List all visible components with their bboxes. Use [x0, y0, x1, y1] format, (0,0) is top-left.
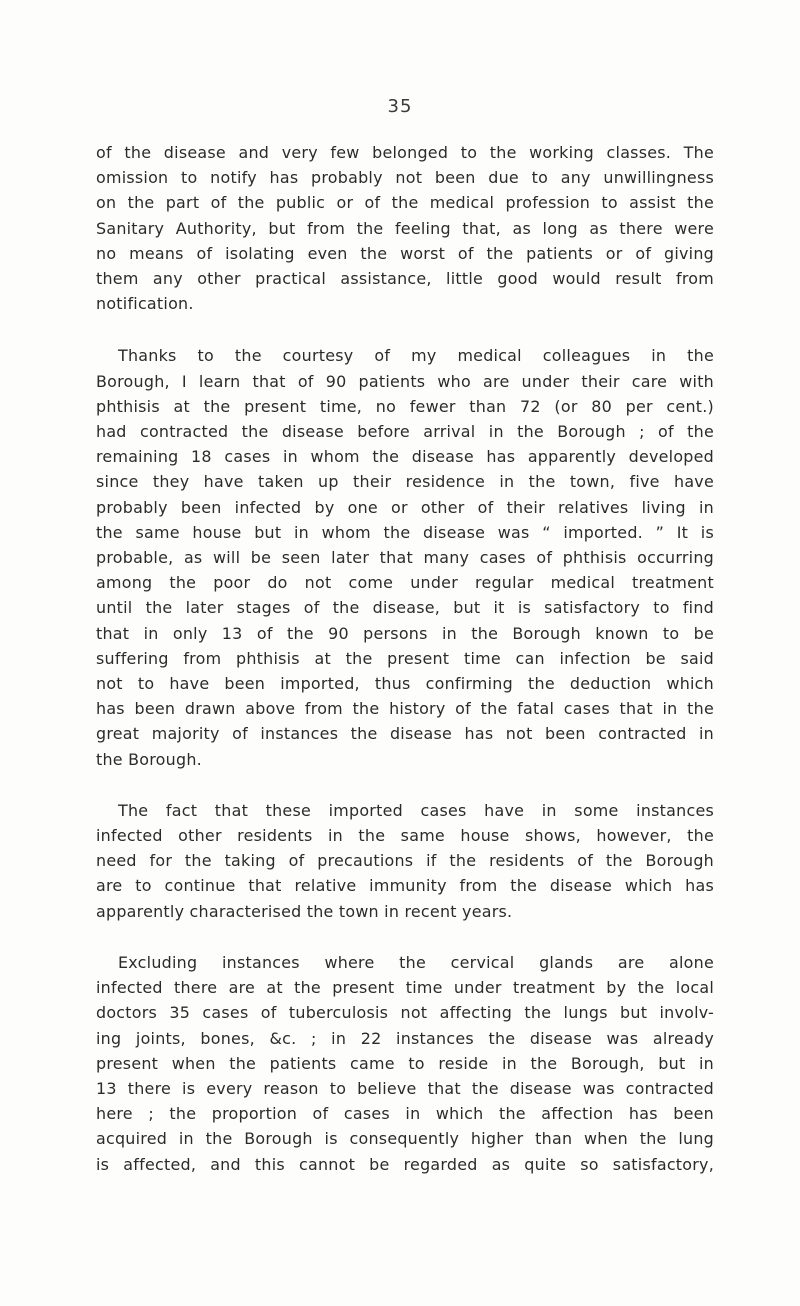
text-line: remaining 18 cases in whom the disease has apparently developed	[96, 447, 714, 467]
text-line: the Borough.	[96, 749, 202, 769]
paragraph-2	[96, 343, 714, 771]
text-line: them any other practical assistance, little good would result from	[96, 269, 714, 289]
page-number: 35	[387, 96, 413, 117]
text-line: no means of isolating even the worst of the patients or of giving	[96, 243, 714, 263]
paragraph-3	[96, 798, 714, 924]
text-line: that in only 13 of the 90 persons in the Borough known to be	[96, 623, 714, 643]
text-line: infected there are at the present time under treatment by the local	[96, 978, 714, 998]
text-line: ing joints, bones, &c. ; in 22 instances the disease was already	[96, 1028, 714, 1048]
text-line: here ; the proportion of cases in which the affection has been	[96, 1104, 714, 1124]
text-line: notification.	[96, 294, 194, 314]
text-line: present when the patients came to reside in the Borough, but in	[96, 1053, 714, 1073]
text-line: among the poor do not come under regular medical treatment	[96, 573, 714, 593]
text-line: need for the taking of precautions if the residents of the Borough	[96, 851, 714, 871]
text-line: of the disease and very few belonged to the working classes. The	[96, 143, 714, 162]
paragraph-1	[96, 140, 714, 316]
text-line: Borough, I learn that of 90 patients who are under their care with	[96, 371, 714, 391]
text-line: not to have been imported, thus confirming the deduction which	[96, 674, 714, 694]
text-line: 13 there is every reason to believe that the disease was contracted	[96, 1078, 714, 1098]
text-line: omission to notify has probably not been due to any unwillingness	[96, 168, 714, 188]
text-line: probable, as will be seen later that many cases of phthisis occurring	[96, 548, 714, 568]
text-line: infected other residents in the same house shows, however, the	[96, 826, 714, 846]
text-line: acquired in the Borough is consequently higher than when the lung	[96, 1129, 714, 1149]
paragraph-4	[96, 950, 714, 1177]
text-line: phthisis at the present time, no fewer than 72 (or 80 per cent.)	[96, 396, 714, 416]
text-line: is affected, and this cannot be regarded as quite so satisfactory,	[96, 1154, 714, 1174]
text-line: are to continue that relative immunity from the disease which has	[96, 876, 714, 896]
text-line: apparently characterised the town in recent years.	[96, 901, 513, 921]
text-line: The fact that these imported cases have in some instances	[118, 800, 714, 820]
text-line: has been drawn above from the history of the fatal cases that in the	[96, 699, 714, 719]
text-line: probably been infected by one or other of their relatives living in	[96, 497, 714, 517]
text-line: since they have taken up their residence in the town, five have	[96, 472, 714, 492]
text-line: had contracted the disease before arrival in the Borough ; of the	[96, 422, 714, 442]
text-line: Thanks to the courtesy of my medical colleagues in the	[118, 346, 714, 366]
text-line: Excluding instances where the cervical glands are alone	[118, 952, 714, 972]
text-line: doctors 35 cases of tuberculosis not affecting the lungs but involv-	[96, 1003, 714, 1023]
text-line: Sanitary Authority, but from the feeling that, as long as there were	[96, 218, 714, 238]
text-line: great majority of instances the disease has not been contracted in	[96, 724, 714, 744]
body-text	[96, 140, 714, 1177]
text-line: the same house but in whom the disease was “ imported. ” It is	[96, 522, 714, 542]
text-line: until the later stages of the disease, but it is satisfactory to find	[96, 598, 714, 618]
text-line: on the part of the public or of the medical profession to assist the	[96, 193, 714, 213]
text-line: suffering from phthisis at the present time can infection be said	[96, 648, 714, 668]
